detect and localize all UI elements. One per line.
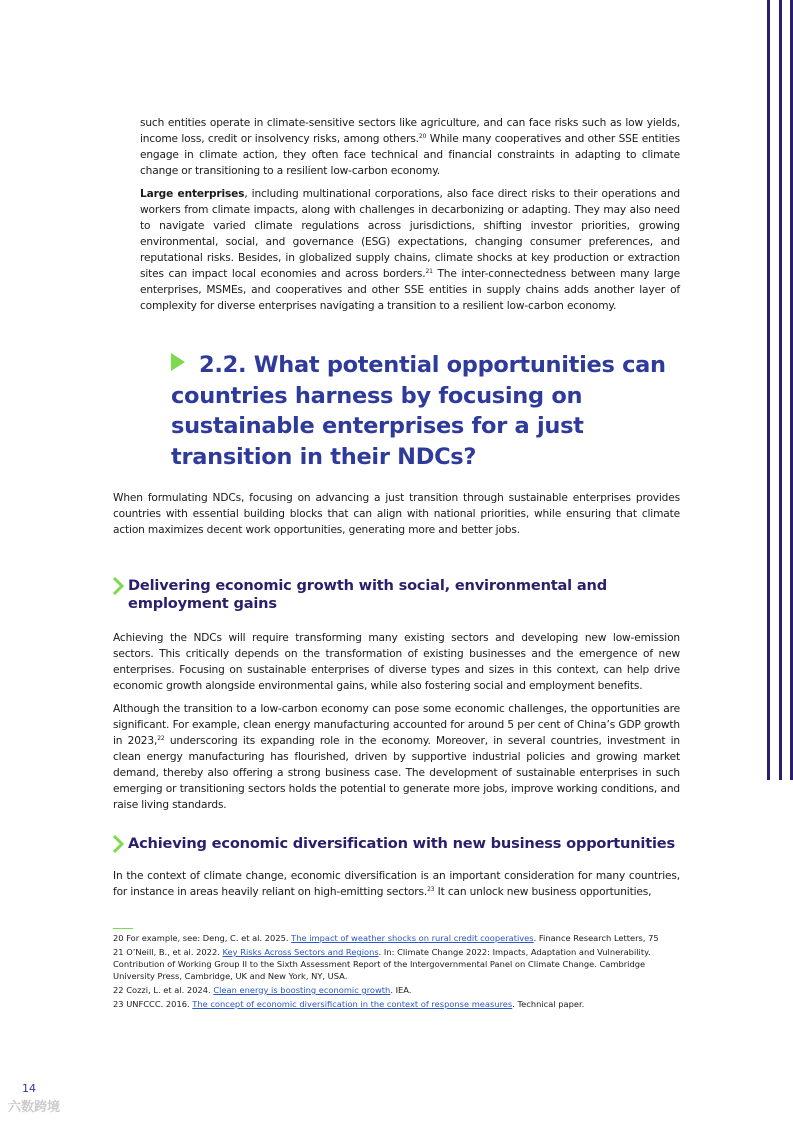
decorative-line-1 bbox=[767, 0, 770, 780]
text-run: , including multinational corporations, also face direct risks to their operations and workers from climate impacts, along with challenges in decarbonizing or adapting. They may also need to navigate varied climate regulations across jurisdictions, shifting investor priorities, growing environmental, social, and governance (ESG) expectations, changing consumer preferences, and reputational risks. Besides, in globalized supply chains, climate shocks at key production or extraction sites can impact local economies and across borders. bbox=[140, 188, 680, 280]
footnote-divider bbox=[113, 928, 133, 929]
text-run: . Finance Research Letters, 75 bbox=[533, 933, 659, 943]
section-heading bbox=[171, 350, 711, 472]
footnote-20 bbox=[113, 932, 681, 944]
text-run: 22 Cozzi, L. et al. 2024. bbox=[113, 985, 214, 995]
reference-link[interactable]: Key Risks Across Sectors and Regions bbox=[222, 947, 379, 957]
section-intro-paragraph bbox=[113, 490, 680, 538]
footnote-21 bbox=[113, 946, 681, 982]
text-run: . IEA. bbox=[390, 985, 412, 995]
text-run: When formulating NDCs, focusing on advancing a just transition through sustainable enterprises provides countries with essential building blocks that can align with national priorities, while ensuring that climate action maximizes decent work opportunities, generating more and better jobs. bbox=[113, 492, 680, 536]
text-run: The inter-connectedness between many large enterprises, MSMEs, and cooperatives and other SSE entities in supply chains adds another layer of complexity for diverse enterprises navigating a transition to a resilient low-carbon economy. bbox=[140, 268, 680, 312]
footnote-ref[interactable]: 23 bbox=[427, 886, 435, 893]
watermark-logo: 六数跨境 bbox=[8, 1100, 61, 1115]
bold-text: Large enterprises bbox=[140, 188, 245, 200]
text-run: underscoring its expanding role in the economy. Moreover, in several countries, investment in clean energy manufacturing has flourished, driven by supportive industrial policies and growing market demand, thereby also offering a strong business case. The development of sustainable enterprises in such emerging or transitioning sectors holds the potential to generate more jobs, improve working conditions, and raise living standards. bbox=[113, 735, 680, 811]
intro-paragraph-2 bbox=[140, 186, 680, 314]
footnote-23 bbox=[113, 998, 681, 1010]
subsection-heading-growth: Delivering economic growth with social, environmental and employment gains bbox=[128, 577, 607, 612]
growth-paragraph-1 bbox=[113, 630, 680, 694]
text-run: It can unlock new business opportunities, bbox=[434, 886, 652, 898]
footnote-ref[interactable]: 22 bbox=[157, 735, 165, 742]
text-run: Achieving the NDCs will require transforming many existing sectors and developing new low-emission sectors. This critically depends on the transformation of existing businesses and the emergence of new enterprises. Focusing on sustainable enterprises of diverse types and sizes in this context, can help drive economic growth alongside environmental gains, while also fostering social and employment benefits. bbox=[113, 632, 680, 692]
text-run: 23 UNFCCC. 2016. bbox=[113, 999, 193, 1009]
text-run: . In: Climate Change 2022: Impacts, Adaptation and Vulnerability. Contribution of Working Group II to the Sixth Assessment Report of the Intergovernmental Panel on Climate Change. Cambridge University Press, Cambridge, UK and New York, NY, USA. bbox=[113, 947, 651, 981]
text-run: . Technical paper. bbox=[512, 999, 585, 1009]
intro-paragraph-1 bbox=[140, 115, 680, 179]
reference-link[interactable]: Clean energy is boosting economic growth bbox=[213, 985, 391, 995]
reference-link[interactable]: The concept of economic diversification in the context of response measures bbox=[192, 999, 513, 1009]
text-run: 20 For example, see: Deng, C. et al. 2025. bbox=[113, 933, 292, 943]
text-run: While many cooperatives and other SSE entities engage in climate action, they often face technical and financial constraints in adapting to climate change or transitioning to a resilient low-carbon economy. bbox=[140, 133, 680, 177]
text-run: such entities operate in climate-sensitive sectors like agriculture, and can face risks such as low yields, income loss, credit or insolvency risks, among others. bbox=[140, 117, 680, 145]
decorative-line-2 bbox=[779, 0, 782, 780]
chevron-right-icon bbox=[112, 835, 124, 853]
growth-paragraph-2 bbox=[113, 701, 680, 813]
triangle-bullet-icon bbox=[171, 353, 185, 371]
footnote-22 bbox=[113, 984, 681, 996]
text-run: In the context of climate change, economic diversification is an important consideration for many countries, for instance in areas heavily reliant on high-emitting sectors. bbox=[113, 870, 680, 898]
text-run: Although the transition to a low-carbon economy can pose some economic challenges, the opportunities are significant. For example, clean energy manufacturing accounted for around 5 per cent of China’s GDP growth in 2023, bbox=[113, 703, 680, 747]
text-run: 21 O’Neill, B., et al. 2022. bbox=[113, 947, 223, 957]
footnote-ref[interactable]: 21 bbox=[425, 268, 433, 275]
section-heading-text: 2.2. What potential opportunities can countries harness by focusing on sustainable enterprises for a just transition in their NDCs? bbox=[171, 352, 666, 470]
chevron-right-icon bbox=[112, 577, 124, 595]
reference-link[interactable]: The impact of weather shocks on rural credit cooperatives bbox=[291, 933, 534, 943]
subsection-heading-diversification: Achieving economic diversification with new business opportunities bbox=[128, 835, 675, 852]
page-number: 14 bbox=[22, 1082, 36, 1095]
diversification-paragraph-1 bbox=[113, 868, 680, 900]
footnote-ref[interactable]: 20 bbox=[418, 133, 427, 140]
